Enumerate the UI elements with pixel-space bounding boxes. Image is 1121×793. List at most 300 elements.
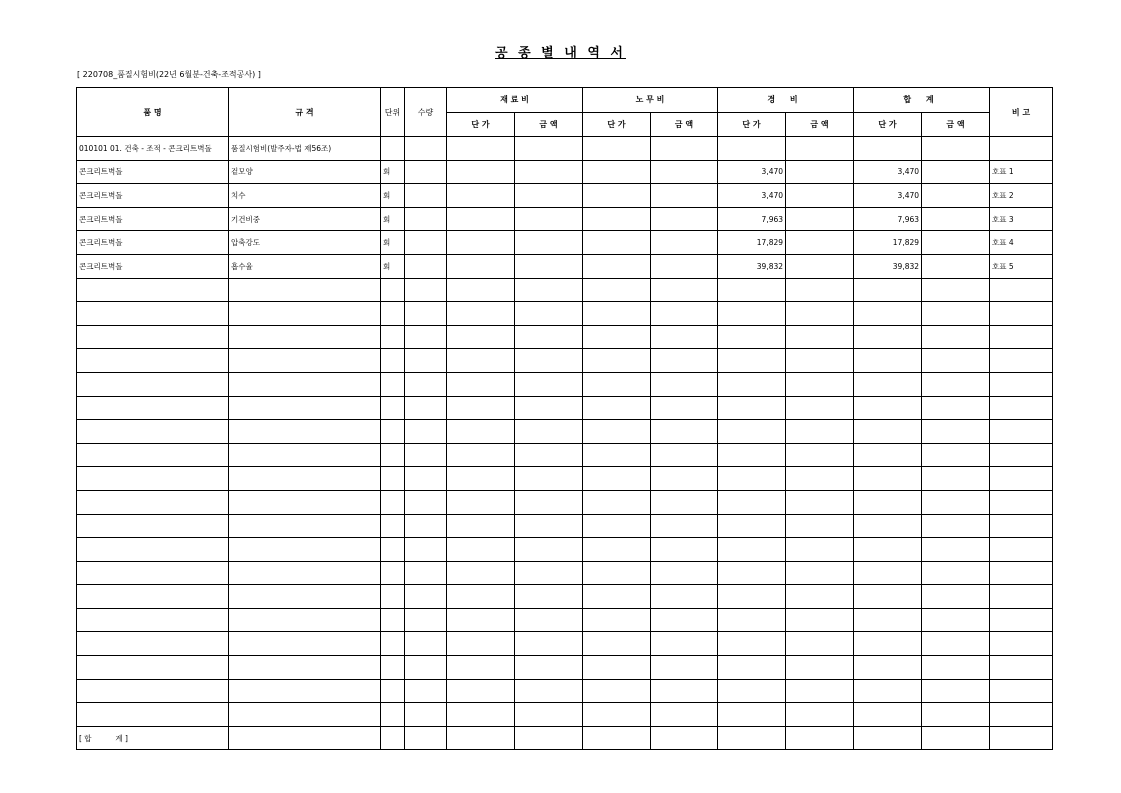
- cell-labor-amount: [651, 302, 718, 326]
- cell-note: [990, 514, 1053, 538]
- cell-expense-amount: [786, 160, 854, 184]
- cell-total-price: [854, 325, 922, 349]
- cell-unit: 회: [381, 184, 405, 208]
- cell-labor-price: [583, 608, 651, 632]
- cell-total-amount: [922, 184, 990, 208]
- cell-qty: [405, 679, 447, 703]
- empty-row: [77, 656, 1053, 680]
- cell-unit: [381, 420, 405, 444]
- cell-material-price: [447, 302, 515, 326]
- cell-expense-price: [718, 679, 786, 703]
- col-header-unit: 단위: [381, 88, 405, 137]
- empty-row: [77, 396, 1053, 420]
- col-header-material-unit-price: 단 가: [447, 112, 515, 137]
- cell-labor-price: [583, 585, 651, 609]
- cell-total-price: 7,963: [854, 207, 922, 231]
- cell-total-amount: [922, 561, 990, 585]
- cell-expense-price: [718, 608, 786, 632]
- cell-spec: [229, 561, 381, 585]
- cell-expense-amount: [786, 679, 854, 703]
- cell-total-amount: [922, 396, 990, 420]
- cell-labor-amount: [651, 538, 718, 562]
- col-header-qty: 수량: [405, 88, 447, 137]
- cell-note: [990, 632, 1053, 656]
- empty-row: [77, 278, 1053, 302]
- cell-labor-amount: [651, 207, 718, 231]
- cell-labor-price: [583, 443, 651, 467]
- cell-material-amount: [515, 632, 583, 656]
- table-row: [77, 254, 1053, 278]
- grand-total-row: [77, 726, 1053, 750]
- cell-expense-amount: [786, 538, 854, 562]
- cell-spec: [229, 443, 381, 467]
- cell-material-amount: [515, 278, 583, 302]
- cell-expense-amount: [786, 254, 854, 278]
- cell-spec: 기건비중: [229, 207, 381, 231]
- cell-labor-amount: [651, 703, 718, 727]
- cell-expense-price: [718, 325, 786, 349]
- cell-total-amount: [922, 231, 990, 255]
- cell-labor-amount: [651, 160, 718, 184]
- cell-total-price: [854, 608, 922, 632]
- cell-labor-price: [583, 184, 651, 208]
- cell-note: [990, 538, 1053, 562]
- cell-item: 콘크리트벽돌: [77, 160, 229, 184]
- cell-material-amount: [515, 372, 583, 396]
- cell-qty: [405, 278, 447, 302]
- cell-labor-price: [583, 254, 651, 278]
- cell-material-amount: [515, 726, 583, 750]
- cell-spec: [229, 703, 381, 727]
- cell-spec: [229, 349, 381, 373]
- cell-unit: [381, 679, 405, 703]
- cell-labor-amount: [651, 608, 718, 632]
- cell-total-amount: [922, 302, 990, 326]
- cell-item: 콘크리트벽돌: [77, 184, 229, 208]
- cell-expense-amount: [786, 490, 854, 514]
- cell-item: [77, 632, 229, 656]
- cell-labor-amount: [651, 656, 718, 680]
- cell-item: 콘크리트벽돌: [77, 231, 229, 255]
- cell-material-amount: [515, 703, 583, 727]
- cell-expense-price: [718, 490, 786, 514]
- col-header-total-amount: 금 액: [922, 112, 990, 137]
- cell-note: 호표 5: [990, 254, 1053, 278]
- cell-expense-price: [718, 420, 786, 444]
- cell-item: [77, 420, 229, 444]
- cell-item: [77, 372, 229, 396]
- cell-total-price: 39,832: [854, 254, 922, 278]
- cell-note: [990, 679, 1053, 703]
- cell-labor-amount: [651, 349, 718, 373]
- cell-total-price: [854, 137, 922, 161]
- cell-note: 호표 2: [990, 184, 1053, 208]
- cell-item: [77, 302, 229, 326]
- cell-labor-amount: [651, 490, 718, 514]
- cell-item: [77, 349, 229, 373]
- cell-item: 콘크리트벽돌: [77, 207, 229, 231]
- cell-material-price: [447, 372, 515, 396]
- cell-qty: [405, 420, 447, 444]
- cell-total-amount: [922, 608, 990, 632]
- empty-row: [77, 467, 1053, 491]
- cell-expense-amount: [786, 514, 854, 538]
- empty-row: [77, 490, 1053, 514]
- cell-expense-price: [718, 302, 786, 326]
- cell-unit: [381, 137, 405, 161]
- cell-labor-amount: [651, 726, 718, 750]
- cell-qty: [405, 561, 447, 585]
- col-header-labor-unit-price: 단 가: [583, 112, 651, 137]
- cell-labor-price: [583, 632, 651, 656]
- cell-expense-price: 3,470: [718, 184, 786, 208]
- cell-item: [77, 396, 229, 420]
- cell-expense-price: 39,832: [718, 254, 786, 278]
- cell-note: [990, 349, 1053, 373]
- cell-spec: [229, 490, 381, 514]
- cell-spec: [229, 585, 381, 609]
- cell-qty: [405, 160, 447, 184]
- cell-note: 호표 3: [990, 207, 1053, 231]
- cell-item: [77, 490, 229, 514]
- cell-material-amount: [515, 396, 583, 420]
- table-row: [77, 160, 1053, 184]
- cell-expense-price: [718, 561, 786, 585]
- cell-labor-price: [583, 396, 651, 420]
- cell-expense-amount: [786, 726, 854, 750]
- cell-total-amount: [922, 538, 990, 562]
- cell-unit: [381, 490, 405, 514]
- cell-material-price: [447, 325, 515, 349]
- grand-total-label: [ 합 계 ]: [77, 726, 229, 750]
- cell-material-price: [447, 396, 515, 420]
- cell-unit: [381, 278, 405, 302]
- cell-labor-amount: [651, 467, 718, 491]
- cell-unit: [381, 467, 405, 491]
- cell-unit: [381, 396, 405, 420]
- cell-item: [77, 467, 229, 491]
- cell-unit: [381, 514, 405, 538]
- cell-expense-amount: [786, 443, 854, 467]
- empty-row: [77, 349, 1053, 373]
- col-header-expense-amount: 금 액: [786, 112, 854, 137]
- cell-material-price: [447, 585, 515, 609]
- cell-total-amount: [922, 160, 990, 184]
- cell-spec: [229, 467, 381, 491]
- cell-item: 010101 01. 건축 - 조적 - 콘크리트벽돌: [77, 137, 229, 161]
- cell-material-price: [447, 703, 515, 727]
- cell-spec: 압축강도: [229, 231, 381, 255]
- cell-labor-amount: [651, 184, 718, 208]
- cell-labor-amount: [651, 278, 718, 302]
- cell-total-amount: [922, 372, 990, 396]
- cell-total-price: [854, 302, 922, 326]
- cell-total-amount: [922, 703, 990, 727]
- cell-total-price: [854, 561, 922, 585]
- cell-spec: [229, 608, 381, 632]
- cell-material-price: [447, 608, 515, 632]
- col-header-labor: 노 무 비: [583, 88, 718, 113]
- cell-material-price: [447, 231, 515, 255]
- cell-labor-amount: [651, 325, 718, 349]
- cell-note: 호표 1: [990, 160, 1053, 184]
- cell-labor-amount: [651, 396, 718, 420]
- cell-material-amount: [515, 467, 583, 491]
- cell-unit: [381, 703, 405, 727]
- cell-unit: [381, 349, 405, 373]
- cell-qty: [405, 656, 447, 680]
- cell-material-amount: [515, 420, 583, 444]
- cost-breakdown-table: [76, 87, 1053, 750]
- cell-labor-price: [583, 160, 651, 184]
- cell-note: [990, 396, 1053, 420]
- cell-material-price: [447, 561, 515, 585]
- col-header-expense: 경 비: [718, 88, 854, 113]
- cell-item: [77, 703, 229, 727]
- cell-expense-amount: [786, 302, 854, 326]
- cell-item: [77, 656, 229, 680]
- cell-expense-price: [718, 137, 786, 161]
- cell-material-price: [447, 420, 515, 444]
- cell-material-amount: [515, 490, 583, 514]
- empty-row: [77, 302, 1053, 326]
- cell-note: [990, 561, 1053, 585]
- cell-total-price: [854, 679, 922, 703]
- cell-labor-amount: [651, 137, 718, 161]
- cell-labor-price: [583, 349, 651, 373]
- cell-expense-price: [718, 726, 786, 750]
- cell-qty: [405, 538, 447, 562]
- cell-expense-amount: [786, 585, 854, 609]
- cell-expense-amount: [786, 137, 854, 161]
- cell-material-price: [447, 632, 515, 656]
- cell-labor-amount: [651, 632, 718, 656]
- empty-row: [77, 632, 1053, 656]
- cell-labor-amount: [651, 254, 718, 278]
- cell-spec: [229, 420, 381, 444]
- cell-qty: [405, 585, 447, 609]
- cell-material-amount: [515, 514, 583, 538]
- col-header-total-unit-price: 단 가: [854, 112, 922, 137]
- cell-item: [77, 278, 229, 302]
- cell-expense-amount: [786, 656, 854, 680]
- cell-unit: [381, 561, 405, 585]
- empty-row: [77, 703, 1053, 727]
- cell-labor-price: [583, 302, 651, 326]
- cell-labor-price: [583, 679, 651, 703]
- cell-total-amount: [922, 679, 990, 703]
- cell-item: [77, 514, 229, 538]
- cell-unit: [381, 372, 405, 396]
- cell-spec: 치수: [229, 184, 381, 208]
- cell-note: 호표 4: [990, 231, 1053, 255]
- col-header-material-amount: 금 액: [515, 112, 583, 137]
- cell-unit: 회: [381, 254, 405, 278]
- cell-note: [990, 726, 1053, 750]
- cell-material-amount: [515, 231, 583, 255]
- table-row: [77, 137, 1053, 161]
- cell-spec: [229, 302, 381, 326]
- cell-note: [990, 137, 1053, 161]
- cell-total-amount: [922, 490, 990, 514]
- cell-labor-amount: [651, 420, 718, 444]
- cell-total-amount: [922, 349, 990, 373]
- empty-row: [77, 561, 1053, 585]
- cell-total-amount: [922, 137, 990, 161]
- cell-qty: [405, 325, 447, 349]
- col-header-note: 비 고: [990, 88, 1053, 137]
- cell-total-price: [854, 372, 922, 396]
- cell-material-price: [447, 679, 515, 703]
- cell-expense-price: [718, 632, 786, 656]
- cell-expense-amount: [786, 231, 854, 255]
- cell-item: [77, 561, 229, 585]
- cell-labor-amount: [651, 514, 718, 538]
- cell-material-price: [447, 278, 515, 302]
- cell-labor-price: [583, 490, 651, 514]
- cell-material-price: [447, 656, 515, 680]
- table-row: [77, 184, 1053, 208]
- cell-spec: [229, 514, 381, 538]
- cell-expense-price: [718, 372, 786, 396]
- cell-expense-price: [718, 349, 786, 373]
- cell-expense-price: [718, 703, 786, 727]
- cell-qty: [405, 372, 447, 396]
- cell-total-amount: [922, 207, 990, 231]
- cell-total-price: [854, 585, 922, 609]
- cell-material-price: [447, 349, 515, 373]
- cell-spec: 흡수율: [229, 254, 381, 278]
- cell-spec: [229, 538, 381, 562]
- cell-total-price: [854, 656, 922, 680]
- cell-total-price: [854, 349, 922, 373]
- cell-labor-price: [583, 231, 651, 255]
- empty-row: [77, 514, 1053, 538]
- cell-unit: 회: [381, 207, 405, 231]
- cell-total-amount: [922, 514, 990, 538]
- cell-material-price: [447, 443, 515, 467]
- cell-expense-price: 17,829: [718, 231, 786, 255]
- cell-expense-price: [718, 467, 786, 491]
- cell-total-price: [854, 420, 922, 444]
- cell-expense-amount: [786, 278, 854, 302]
- cell-material-price: [447, 184, 515, 208]
- cell-labor-price: [583, 656, 651, 680]
- cell-note: [990, 608, 1053, 632]
- cell-material-amount: [515, 349, 583, 373]
- cell-unit: [381, 538, 405, 562]
- cell-total-amount: [922, 467, 990, 491]
- cell-unit: [381, 656, 405, 680]
- cell-note: [990, 443, 1053, 467]
- cell-expense-amount: [786, 420, 854, 444]
- cell-total-price: 3,470: [854, 184, 922, 208]
- cell-note: [990, 325, 1053, 349]
- empty-row: [77, 538, 1053, 562]
- cell-spec: [229, 278, 381, 302]
- col-header-expense-unit-price: 단 가: [718, 112, 786, 137]
- cell-qty: [405, 608, 447, 632]
- cell-total-amount: [922, 420, 990, 444]
- cell-labor-amount: [651, 561, 718, 585]
- cell-qty: [405, 254, 447, 278]
- cell-spec: 품질시험비(발주자-법 제56조): [229, 137, 381, 161]
- cell-unit: [381, 443, 405, 467]
- cell-material-price: [447, 137, 515, 161]
- cell-total-price: [854, 726, 922, 750]
- cell-material-price: [447, 467, 515, 491]
- cell-total-price: [854, 490, 922, 514]
- cell-unit: [381, 608, 405, 632]
- cell-material-amount: [515, 443, 583, 467]
- cell-qty: [405, 467, 447, 491]
- cell-total-price: [854, 632, 922, 656]
- cell-total-price: [854, 703, 922, 727]
- cell-labor-price: [583, 372, 651, 396]
- cell-unit: [381, 302, 405, 326]
- cell-total-amount: [922, 254, 990, 278]
- cell-labor-amount: [651, 443, 718, 467]
- cell-total-amount: [922, 632, 990, 656]
- cell-material-amount: [515, 137, 583, 161]
- cell-expense-amount: [786, 561, 854, 585]
- cell-note: [990, 302, 1053, 326]
- cell-item: [77, 585, 229, 609]
- cell-qty: [405, 443, 447, 467]
- cell-note: [990, 703, 1053, 727]
- cell-spec: [229, 632, 381, 656]
- cell-expense-price: 3,470: [718, 160, 786, 184]
- cell-total-price: 17,829: [854, 231, 922, 255]
- empty-row: [77, 585, 1053, 609]
- cell-total-amount: [922, 278, 990, 302]
- cell-material-amount: [515, 207, 583, 231]
- cell-total-price: [854, 538, 922, 562]
- col-header-material: 재 료 비: [447, 88, 583, 113]
- cell-qty: [405, 231, 447, 255]
- cell-labor-price: [583, 137, 651, 161]
- header-row-1: [77, 88, 1053, 113]
- cell-expense-price: [718, 538, 786, 562]
- cell-material-amount: [515, 160, 583, 184]
- cell-unit: [381, 585, 405, 609]
- cell-material-amount: [515, 561, 583, 585]
- empty-row: [77, 325, 1053, 349]
- cell-material-amount: [515, 184, 583, 208]
- cell-material-price: [447, 160, 515, 184]
- cell-material-price: [447, 514, 515, 538]
- cell-spec: [229, 396, 381, 420]
- cell-material-price: [447, 254, 515, 278]
- cell-expense-price: [718, 656, 786, 680]
- cell-qty: [405, 490, 447, 514]
- cell-labor-price: [583, 467, 651, 491]
- cell-total-amount: [922, 443, 990, 467]
- cell-total-amount: [922, 726, 990, 750]
- cell-labor-price: [583, 538, 651, 562]
- empty-row: [77, 443, 1053, 467]
- cell-expense-amount: [786, 349, 854, 373]
- cell-note: [990, 467, 1053, 491]
- empty-row: [77, 608, 1053, 632]
- cell-labor-price: [583, 420, 651, 444]
- cell-labor-price: [583, 561, 651, 585]
- col-header-labor-amount: 금 액: [651, 112, 718, 137]
- cell-labor-price: [583, 726, 651, 750]
- cell-spec: [229, 679, 381, 703]
- cell-labor-price: [583, 703, 651, 727]
- empty-row: [77, 420, 1053, 444]
